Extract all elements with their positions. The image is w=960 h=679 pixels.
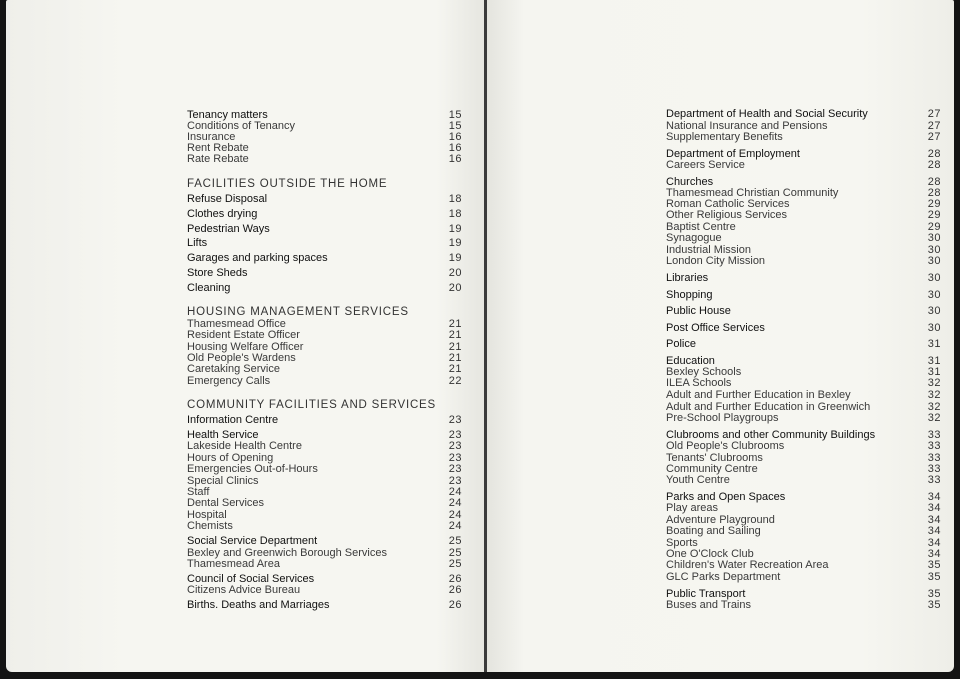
contents-entry [187, 363, 462, 375]
entry-title: Rate Rebate [187, 153, 249, 165]
contents-entry [187, 375, 462, 387]
entry-page-number: 30 [927, 244, 941, 256]
entry-title: Resident Estate Officer [187, 329, 300, 341]
contents-entry [187, 237, 462, 249]
entry-page-number: 21 [448, 352, 462, 364]
entry-title: Clothes drying [187, 208, 258, 220]
contents-entry [187, 599, 462, 611]
entry-title: Shopping [666, 289, 713, 301]
entry-title: Chemists [187, 520, 233, 532]
entry-page-number: 15 [448, 109, 462, 121]
entry-title: Baptist Centre [666, 221, 736, 233]
entry-page-number: 24 [448, 509, 462, 521]
entry-page-number: 30 [927, 289, 941, 301]
entry-title: Tenancy matters [187, 109, 268, 121]
entry-page-number: 26 [448, 584, 462, 596]
entry-title: Caretaking Service [187, 363, 280, 375]
entry-title: Pedestrian Ways [187, 223, 270, 235]
entry-page-number: 20 [448, 267, 462, 279]
entry-title: FACILITIES OUTSIDE THE HOME [187, 178, 388, 190]
entry-page-number: 21 [448, 318, 462, 330]
contents-entry [187, 558, 462, 570]
entry-page-number: 27 [927, 108, 941, 120]
entry-page-number: 22 [448, 375, 462, 387]
entry-title: Health Service [187, 429, 259, 441]
contents-entry [187, 520, 462, 532]
entry-page-number: 34 [927, 491, 941, 503]
entry-page-number: 21 [448, 341, 462, 353]
entry-title: GLC Parks Department [666, 571, 781, 583]
entry-title: Council of Social Services [187, 573, 315, 585]
contents-entry [666, 599, 941, 611]
right-page [487, 0, 954, 672]
contents-entry [187, 282, 462, 294]
entry-page-number: 34 [927, 525, 941, 537]
entry-title: Emergencies Out-of-Hours [187, 463, 318, 475]
entry-page-number: 23 [448, 475, 462, 487]
entry-title: Lifts [187, 237, 208, 249]
entry-title: One O'Clock Club [666, 548, 754, 560]
left-contents-list [6, 0, 484, 672]
entry-title: Dental Services [187, 497, 265, 509]
entry-title: Tenants' Clubrooms [666, 452, 763, 464]
contents-entry [187, 223, 462, 235]
entry-title: Hospital [187, 509, 227, 521]
entry-page-number: 31 [927, 338, 941, 350]
entry-title: Housing Welfare Officer [187, 341, 304, 353]
contents-entry [666, 108, 941, 120]
entry-page-number: 25 [448, 535, 462, 547]
entry-page-number: 28 [927, 187, 941, 199]
entry-page-number: 33 [927, 463, 941, 475]
entry-title: Garages and parking spaces [187, 252, 328, 264]
entry-title: Thamesmead Christian Community [666, 187, 839, 199]
entry-page-number: 30 [927, 272, 941, 284]
contents-entry [666, 255, 941, 267]
entry-title: Libraries [666, 272, 709, 284]
contents-entry [666, 209, 941, 221]
entry-page-number: 19 [448, 237, 462, 249]
contents-entry [187, 193, 462, 205]
entry-page-number: 16 [448, 153, 462, 165]
entry-title: Youth Centre [666, 474, 730, 486]
contents-entry [666, 322, 941, 334]
entry-page-number: 33 [927, 440, 941, 452]
entry-page-number: 28 [927, 159, 941, 171]
entry-page-number: 23 [448, 440, 462, 452]
entry-page-number: 35 [927, 588, 941, 600]
entry-page-number: 28 [927, 176, 941, 188]
entry-title: Supplementary Benefits [666, 131, 783, 143]
entry-page-number: 26 [448, 599, 462, 611]
entry-title: Community Centre [666, 463, 758, 475]
right-contents-list [487, 0, 954, 672]
contents-entry [666, 440, 941, 452]
entry-title: Special Clinics [187, 475, 259, 487]
entry-page-number: 31 [927, 355, 941, 367]
entry-page-number: 29 [927, 221, 941, 233]
section-heading [187, 306, 462, 318]
entry-title: Old People's Wardens [187, 352, 296, 364]
entry-title: London City Mission [666, 255, 766, 267]
entry-title: Industrial Mission [666, 244, 751, 256]
entry-title: Clubrooms and other Community Buildings [666, 429, 876, 441]
entry-page-number: 30 [927, 305, 941, 317]
entry-title: Boating and Sailing [666, 525, 761, 537]
contents-entry [666, 305, 941, 317]
entry-page-number: 20 [448, 282, 462, 294]
entry-title: Social Service Department [187, 535, 318, 547]
entry-page-number: 34 [927, 514, 941, 526]
entry-page-number: 24 [448, 520, 462, 532]
contents-entry [187, 252, 462, 264]
entry-title: Hours of Opening [187, 452, 274, 464]
entry-title: Adventure Playground [666, 514, 775, 526]
entry-title: ILEA Schools [666, 377, 732, 389]
entry-title: Emergency Calls [187, 375, 271, 387]
entry-page-number: 21 [448, 363, 462, 375]
entry-title: Adult and Further Education in Bexley [666, 389, 851, 401]
entry-page-number: 34 [927, 537, 941, 549]
entry-page-number: 35 [927, 559, 941, 571]
entry-page-number: 31 [927, 366, 941, 378]
entry-page-number: 29 [927, 209, 941, 221]
entry-title: Store Sheds [187, 267, 248, 279]
entry-title: HOUSING MANAGEMENT SERVICES [187, 306, 409, 318]
entry-title: Parks and Open Spaces [666, 491, 786, 503]
entry-page-number: 19 [448, 223, 462, 235]
contents-entry [666, 289, 941, 301]
entry-title: Insurance [187, 131, 236, 143]
entry-title: Sports [666, 537, 698, 549]
contents-entry [666, 131, 941, 143]
entry-title: Department of Health and Social Security [666, 108, 868, 120]
entry-page-number: 23 [448, 429, 462, 441]
entry-title: Citizens Advice Bureau [187, 584, 301, 596]
entry-title: Information Centre [187, 414, 279, 426]
entry-title: Thamesmead Area [187, 558, 280, 570]
entry-page-number: 16 [448, 131, 462, 143]
entry-page-number: 24 [448, 497, 462, 509]
contents-entry [666, 377, 941, 389]
entry-page-number: 23 [448, 463, 462, 475]
entry-page-number: 24 [448, 486, 462, 498]
entry-page-number: 30 [927, 255, 941, 267]
section-heading [187, 178, 462, 190]
entry-page-number: 35 [927, 571, 941, 583]
contents-entry [666, 159, 941, 171]
contents-entry [666, 389, 941, 401]
entry-page-number: 18 [448, 208, 462, 220]
entry-page-number: 32 [927, 389, 941, 401]
entry-page-number: 27 [927, 131, 941, 143]
left-page [6, 0, 484, 672]
entry-title: Public Transport [666, 588, 746, 600]
entry-title: Rent Rebate [187, 142, 249, 154]
entry-title: COMMUNITY FACILITIES AND SERVICES [187, 399, 436, 411]
entry-title: Public House [666, 305, 731, 317]
entry-title: Refuse Disposal [187, 193, 268, 205]
entry-page-number: 23 [448, 452, 462, 464]
contents-entry [666, 571, 941, 583]
entry-title: Cleaning [187, 282, 231, 294]
contents-entry [187, 267, 462, 279]
contents-entry [187, 463, 462, 475]
entry-page-number: 25 [448, 547, 462, 559]
entry-page-number: 33 [927, 474, 941, 486]
contents-entry [666, 272, 941, 284]
entry-title: Churches [666, 176, 714, 188]
entry-title: Post Office Services [666, 322, 765, 334]
entry-title: Bexley Schools [666, 366, 742, 378]
entry-title: National Insurance and Pensions [666, 120, 828, 132]
entry-page-number: 30 [927, 232, 941, 244]
entry-title: Conditions of Tenancy [187, 120, 296, 132]
contents-entry [666, 559, 941, 571]
entry-title: Department of Employment [666, 148, 800, 160]
contents-entry [187, 584, 462, 596]
entry-page-number: 18 [448, 193, 462, 205]
entry-page-number: 34 [927, 502, 941, 514]
entry-page-number: 34 [927, 548, 941, 560]
contents-entry [187, 329, 462, 341]
entry-title: Education [666, 355, 715, 367]
entry-title: Lakeside Health Centre [187, 440, 302, 452]
contents-entry [666, 338, 941, 350]
entry-page-number: 23 [448, 414, 462, 426]
entry-page-number: 26 [448, 573, 462, 585]
entry-title: Roman Catholic Services [666, 198, 790, 210]
entry-title: Play areas [666, 502, 718, 514]
entry-page-number: 32 [927, 377, 941, 389]
contents-entry [666, 525, 941, 537]
entry-page-number: 30 [927, 322, 941, 334]
entry-title: Pre-School Playgroups [666, 412, 779, 424]
entry-page-number: 32 [927, 412, 941, 424]
entry-page-number: 33 [927, 429, 941, 441]
entry-title: Synagogue [666, 232, 722, 244]
contents-entry [187, 535, 462, 547]
contents-entry [666, 232, 941, 244]
contents-entry [187, 208, 462, 220]
entry-page-number: 32 [927, 401, 941, 413]
contents-entry [666, 412, 941, 424]
contents-entry [187, 497, 462, 509]
contents-entry [187, 440, 462, 452]
contents-entry [666, 502, 941, 514]
entry-page-number: 33 [927, 452, 941, 464]
entry-page-number: 15 [448, 120, 462, 132]
section-heading [187, 399, 462, 411]
entry-title: Careers Service [666, 159, 745, 171]
entry-page-number: 28 [927, 148, 941, 160]
contents-entry [187, 153, 462, 165]
entry-page-number: 21 [448, 329, 462, 341]
entry-title: Bexley and Greenwich Borough Services [187, 547, 387, 559]
entry-title: Adult and Further Education in Greenwich [666, 401, 871, 413]
entry-title: Police [666, 338, 696, 350]
entry-page-number: 16 [448, 142, 462, 154]
entry-title: Thamesmead Office [187, 318, 286, 330]
entry-page-number: 29 [927, 198, 941, 210]
entry-title: Children's Water Recreation Area [666, 559, 829, 571]
contents-entry [187, 414, 462, 426]
entry-title: Old People's Clubrooms [666, 440, 785, 452]
entry-title: Buses and Trains [666, 599, 751, 611]
entry-page-number: 27 [927, 120, 941, 132]
entry-page-number: 35 [927, 599, 941, 611]
entry-title: Staff [187, 486, 210, 498]
entry-page-number: 25 [448, 558, 462, 570]
contents-entry [666, 474, 941, 486]
entry-title: Births. Deaths and Marriages [187, 599, 330, 611]
entry-page-number: 19 [448, 252, 462, 264]
entry-title: Other Religious Services [666, 209, 788, 221]
